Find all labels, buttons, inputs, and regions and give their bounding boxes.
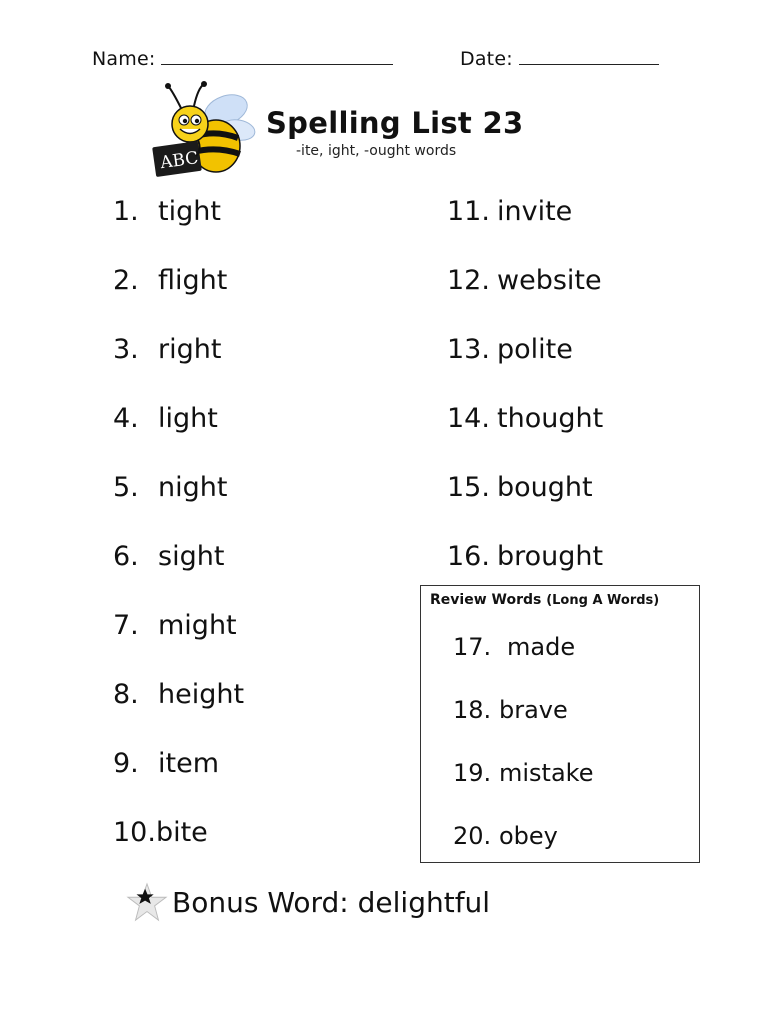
review-words-title: Review Words (Long A Words): [430, 592, 660, 608]
name-field[interactable]: [92, 48, 393, 70]
word-list-item: 5. night: [113, 472, 228, 503]
word-list-item: 16. brought: [447, 541, 604, 572]
bee-sign-text: ABC: [159, 148, 200, 174]
date-label: Date:: [460, 48, 513, 70]
name-blank-line[interactable]: [161, 50, 393, 65]
page-subtitle: -ite, ight, -ought words: [296, 143, 457, 159]
review-words-box: [420, 585, 700, 863]
word-list-item: 6. sight: [113, 541, 225, 572]
review-word-item: 17. made: [453, 633, 576, 661]
word-list-item: 4. light: [113, 403, 218, 434]
review-word-item: 19. mistake: [453, 759, 594, 787]
word-list-item: 14. thought: [447, 403, 604, 434]
bonus-word-text: Bonus Word: delightful: [172, 886, 491, 919]
bee-mascot-icon: [150, 80, 260, 190]
name-label: Name:: [92, 48, 156, 70]
star-icon: [126, 880, 168, 924]
word-list-item: 15. bought: [447, 472, 593, 503]
word-list-item: 7. might: [113, 610, 237, 641]
word-list-item: 12. website: [447, 265, 602, 296]
date-field[interactable]: [460, 48, 659, 70]
review-word-item: 20. obey: [453, 822, 558, 850]
review-word-item: 18. brave: [453, 696, 568, 724]
word-list-item: 8. height: [113, 679, 245, 710]
word-list-item: 11. invite: [447, 196, 573, 227]
word-list-item: 13. polite: [447, 334, 573, 365]
word-list-item: 1. tight: [113, 196, 221, 227]
date-blank-line[interactable]: [519, 50, 659, 65]
word-list-item: 10.bite: [113, 817, 208, 848]
page-title: Spelling List 23: [266, 106, 524, 140]
word-list-item: 9. item: [113, 748, 220, 779]
word-list-item: 2. flight: [113, 265, 228, 296]
word-list-item: 3. right: [113, 334, 222, 365]
